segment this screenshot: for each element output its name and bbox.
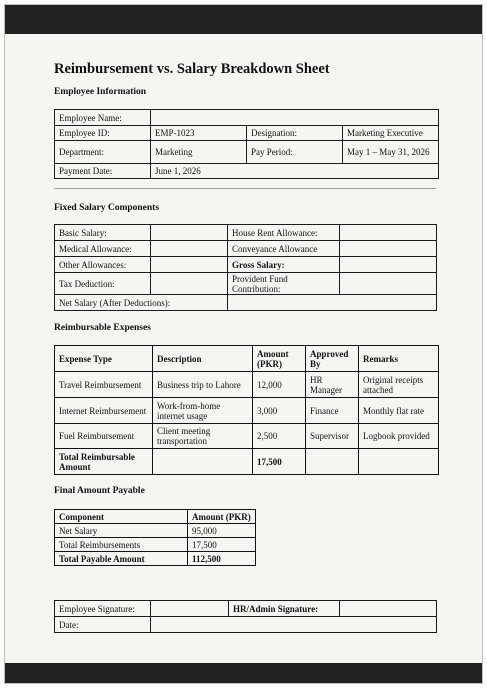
tax-deduction-label: Tax Deduction: (55, 273, 151, 295)
reimbursable-heading: Reimbursable Expenses (54, 323, 151, 333)
employee-info-table (54, 109, 439, 179)
provident-fund-value[interactable] (340, 273, 437, 295)
total-reimbursable-value: 17,500 (253, 449, 306, 475)
empty-cell (153, 449, 253, 475)
empty-cell (359, 449, 439, 475)
hr-signature-field[interactable] (340, 601, 437, 617)
provident-fund-label: Provident Fund Contribution: (228, 273, 340, 295)
column-header: Component (55, 510, 188, 524)
table-row (55, 273, 437, 295)
final-amount-table (54, 509, 256, 566)
approved-by-cell: Finance (306, 398, 359, 424)
table-header-row (55, 346, 439, 372)
final-amount-heading: Final Amount Payable (54, 486, 145, 496)
total-payable-value: 112,500 (188, 552, 256, 566)
table-row (55, 424, 439, 449)
table-row (55, 538, 256, 552)
table-row (55, 295, 437, 311)
fixed-salary-table (54, 224, 437, 311)
date-label: Date: (55, 617, 151, 633)
house-rent-label: House Rent Allowance: (228, 225, 340, 241)
component-cell: Net Salary (55, 524, 188, 538)
document-page (4, 4, 483, 684)
expense-type-cell: Travel Reimbursement (55, 372, 153, 398)
employee-id-value[interactable]: EMP-1023 (151, 126, 247, 141)
table-row (55, 141, 439, 164)
section-divider (54, 188, 436, 189)
column-header: Amount (PKR) (253, 346, 306, 372)
total-payable-label: Total Payable Amount (55, 552, 188, 566)
department-label: Department: (55, 141, 151, 164)
department-value[interactable]: Marketing (151, 141, 247, 164)
medical-allowance-label: Medical Allowance: (55, 241, 151, 257)
table-row (55, 372, 439, 398)
net-salary-label: Net Salary (After Deductions): (55, 295, 228, 311)
payment-date-label: Payment Date: (55, 164, 151, 179)
amount-cell: 2,500 (253, 424, 306, 449)
description-cell: Work-from-home internet usage (153, 398, 253, 424)
description-cell: Business trip to Lahore (153, 372, 253, 398)
gross-salary-value[interactable] (340, 257, 437, 273)
reimbursable-table (54, 345, 439, 475)
component-cell: Total Reimbursements (55, 538, 188, 552)
payment-date-value[interactable]: June 1, 2026 (151, 164, 439, 179)
approved-by-cell: Supervisor (306, 424, 359, 449)
amount-cell: 95,000 (188, 524, 256, 538)
conveyance-value[interactable] (340, 241, 437, 257)
signature-table (54, 600, 437, 633)
conveyance-label: Conveyance Allowance (228, 241, 340, 257)
table-row (55, 524, 256, 538)
pay-period-label: Pay Period: (247, 141, 343, 164)
column-header: Amount (PKR) (188, 510, 256, 524)
employee-info-heading: Employee Information (54, 87, 147, 97)
amount-cell: 3,000 (253, 398, 306, 424)
table-row (55, 110, 439, 126)
gross-salary-label: Gross Salary: (228, 257, 340, 273)
column-header: Expense Type (55, 346, 153, 372)
net-salary-value[interactable] (228, 295, 437, 311)
empty-cell (306, 449, 359, 475)
remarks-cell: Monthly flat rate (359, 398, 439, 424)
employee-name-label: Employee Name: (55, 110, 151, 126)
expense-type-cell: Fuel Reimbursement (55, 424, 153, 449)
page-title: Reimbursement vs. Salary Breakdown Sheet (54, 61, 330, 77)
employee-signature-field[interactable] (151, 601, 229, 617)
column-header: Description (153, 346, 253, 372)
amount-cell: 12,000 (253, 372, 306, 398)
table-row (55, 601, 437, 617)
designation-value[interactable]: Marketing Executive (343, 126, 439, 141)
total-row (55, 449, 439, 475)
date-field[interactable] (151, 617, 437, 633)
column-header: Remarks (359, 346, 439, 372)
description-cell: Client meeting transportation (153, 424, 253, 449)
total-reimbursable-label: Total Reimbursable Amount (55, 449, 153, 475)
basic-salary-label: Basic Salary: (55, 225, 151, 241)
employee-name-value[interactable] (151, 110, 439, 126)
hr-signature-label: HR/Admin Signature: (229, 601, 340, 617)
bottom-bar (5, 663, 482, 683)
table-row (55, 164, 439, 179)
table-header-row (55, 510, 256, 524)
top-bar (5, 5, 482, 34)
tax-deduction-value[interactable] (151, 273, 228, 295)
other-allowances-value[interactable] (151, 257, 228, 273)
table-row (55, 241, 437, 257)
employee-id-label: Employee ID: (55, 126, 151, 141)
fixed-salary-heading: Fixed Salary Components (54, 203, 160, 213)
table-row (55, 225, 437, 241)
remarks-cell: Logbook provided (359, 424, 439, 449)
table-row (55, 257, 437, 273)
table-row (55, 617, 437, 633)
amount-cell: 17,500 (188, 538, 256, 552)
remarks-cell: Original receipts attached (359, 372, 439, 398)
house-rent-value[interactable] (340, 225, 437, 241)
other-allowances-label: Other Allowances: (55, 257, 151, 273)
designation-label: Designation: (247, 126, 343, 141)
medical-allowance-value[interactable] (151, 241, 228, 257)
basic-salary-value[interactable] (151, 225, 228, 241)
pay-period-value[interactable]: May 1 – May 31, 2026 (343, 141, 439, 164)
total-row (55, 552, 256, 566)
column-header: Approved By (306, 346, 359, 372)
approved-by-cell: HR Manager (306, 372, 359, 398)
table-row (55, 126, 439, 141)
table-row (55, 398, 439, 424)
employee-signature-label: Employee Signature: (55, 601, 151, 617)
expense-type-cell: Internet Reimbursement (55, 398, 153, 424)
